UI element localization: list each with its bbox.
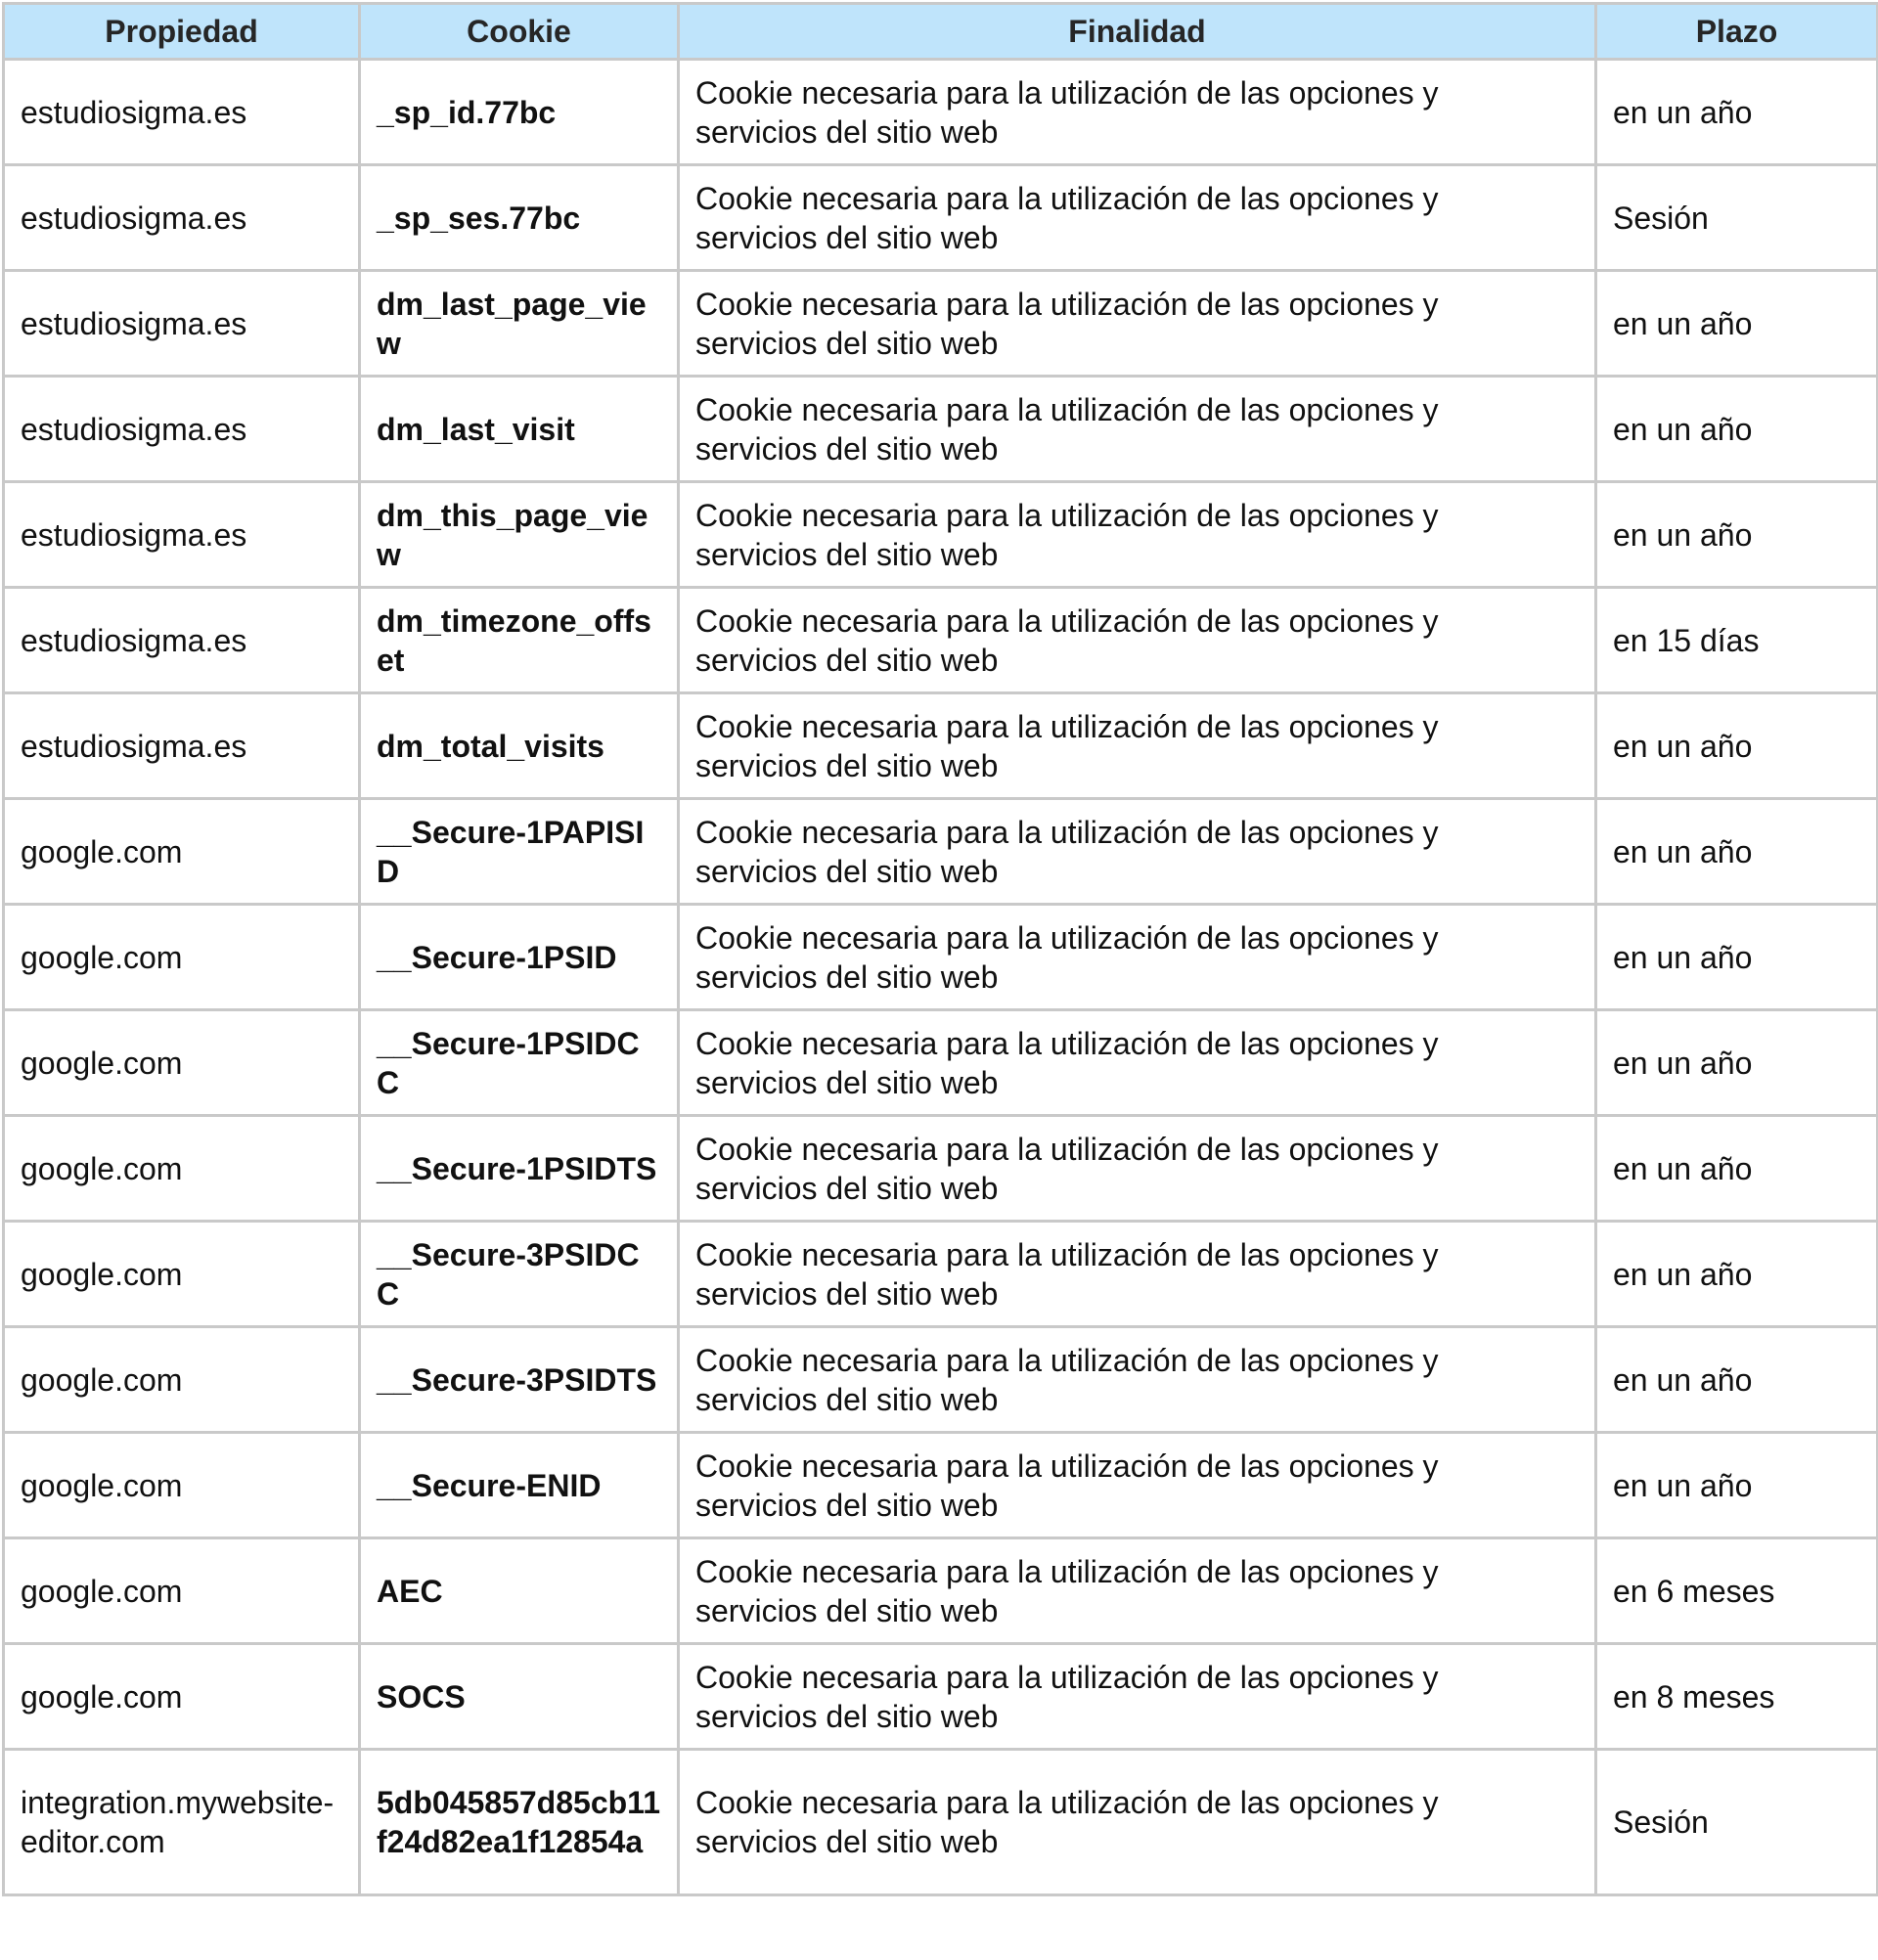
cell-cookie: __Secure-1PSIDCC (360, 1010, 679, 1116)
cell-cookie: __Secure-1PAPISID (360, 799, 679, 905)
cell-propiedad: integration.mywebsite-editor.com (4, 1750, 360, 1895)
table-row (4, 482, 1878, 588)
cell-finalidad: Cookie necesaria para la utilización de las opciones y servicios del sitio web (679, 165, 1596, 271)
table-row (4, 1116, 1878, 1222)
cell-finalidad: Cookie necesaria para la utilización de las opciones y servicios del sitio web (679, 271, 1596, 377)
cell-plazo: en un año (1596, 1433, 1878, 1538)
table-header (4, 4, 1878, 60)
cell-cookie: AEC (360, 1538, 679, 1644)
cell-finalidad: Cookie necesaria para la utilización de las opciones y servicios del sitio web (679, 1433, 1596, 1538)
cell-cookie: dm_last_page_view (360, 271, 679, 377)
cell-propiedad: estudiosigma.es (4, 60, 360, 165)
cell-plazo: en un año (1596, 482, 1878, 588)
header-cookie: Cookie (360, 4, 679, 60)
table-row (4, 271, 1878, 377)
cell-plazo: en un año (1596, 377, 1878, 482)
cell-cookie: __Secure-1PSIDTS (360, 1116, 679, 1222)
cell-cookie: dm_last_visit (360, 377, 679, 482)
header-propiedad: Propiedad (4, 4, 360, 60)
cell-finalidad: Cookie necesaria para la utilización de las opciones y servicios del sitio web (679, 1538, 1596, 1644)
cell-finalidad: Cookie necesaria para la utilización de las opciones y servicios del sitio web (679, 905, 1596, 1010)
cell-finalidad: Cookie necesaria para la utilización de las opciones y servicios del sitio web (679, 482, 1596, 588)
cell-propiedad: estudiosigma.es (4, 377, 360, 482)
cell-finalidad: Cookie necesaria para la utilización de las opciones y servicios del sitio web (679, 377, 1596, 482)
cell-finalidad: Cookie necesaria para la utilización de las opciones y servicios del sitio web (679, 1116, 1596, 1222)
cell-finalidad: Cookie necesaria para la utilización de las opciones y servicios del sitio web (679, 1644, 1596, 1750)
cell-plazo: Sesión (1596, 165, 1878, 271)
table-row (4, 1222, 1878, 1327)
cell-propiedad: estudiosigma.es (4, 693, 360, 799)
cell-finalidad: Cookie necesaria para la utilización de las opciones y servicios del sitio web (679, 693, 1596, 799)
cell-cookie: __Secure-1PSID (360, 905, 679, 1010)
cell-propiedad: google.com (4, 1222, 360, 1327)
table-body (4, 60, 1878, 1895)
cell-cookie: _sp_ses.77bc (360, 165, 679, 271)
cell-propiedad: google.com (4, 1538, 360, 1644)
table-row (4, 377, 1878, 482)
cell-cookie: __Secure-ENID (360, 1433, 679, 1538)
cell-plazo: en un año (1596, 905, 1878, 1010)
cell-propiedad: estudiosigma.es (4, 271, 360, 377)
table-row (4, 905, 1878, 1010)
table-row (4, 1010, 1878, 1116)
cell-plazo: en un año (1596, 1010, 1878, 1116)
cell-cookie: SOCS (360, 1644, 679, 1750)
cell-plazo: en un año (1596, 1222, 1878, 1327)
cookie-table (2, 2, 1878, 1896)
header-plazo: Plazo (1596, 4, 1878, 60)
cell-propiedad: estudiosigma.es (4, 482, 360, 588)
cell-cookie: dm_this_page_view (360, 482, 679, 588)
table-row (4, 1327, 1878, 1433)
cell-finalidad: Cookie necesaria para la utilización de las opciones y servicios del sitio web (679, 1010, 1596, 1116)
header-finalidad: Finalidad (679, 4, 1596, 60)
cell-propiedad: google.com (4, 1433, 360, 1538)
cell-propiedad: estudiosigma.es (4, 165, 360, 271)
cell-propiedad: google.com (4, 905, 360, 1010)
cell-propiedad: google.com (4, 1116, 360, 1222)
cell-propiedad: google.com (4, 1327, 360, 1433)
cell-finalidad: Cookie necesaria para la utilización de las opciones y servicios del sitio web (679, 1222, 1596, 1327)
cell-propiedad: google.com (4, 1010, 360, 1116)
table-row (4, 588, 1878, 693)
header-row (4, 4, 1878, 60)
table-row (4, 60, 1878, 165)
table-row (4, 1538, 1878, 1644)
table-row (4, 799, 1878, 905)
cell-cookie: dm_total_visits (360, 693, 679, 799)
cell-plazo: en un año (1596, 799, 1878, 905)
cell-propiedad: estudiosigma.es (4, 588, 360, 693)
cell-finalidad: Cookie necesaria para la utilización de las opciones y servicios del sitio web (679, 588, 1596, 693)
cell-plazo: en un año (1596, 1116, 1878, 1222)
cell-plazo: en un año (1596, 693, 1878, 799)
cell-plazo: Sesión (1596, 1750, 1878, 1895)
cell-plazo: en 6 meses (1596, 1538, 1878, 1644)
cell-cookie: 5db045857d85cb11f24d82ea1f12854a (360, 1750, 679, 1895)
cell-plazo: en un año (1596, 60, 1878, 165)
cell-plazo: en 15 días (1596, 588, 1878, 693)
cell-plazo: en un año (1596, 271, 1878, 377)
cell-finalidad: Cookie necesaria para la utilización de las opciones y servicios del sitio web (679, 1327, 1596, 1433)
cell-plazo: en 8 meses (1596, 1644, 1878, 1750)
table-row (4, 1433, 1878, 1538)
cell-finalidad: Cookie necesaria para la utilización de las opciones y servicios del sitio web (679, 799, 1596, 905)
cell-plazo: en un año (1596, 1327, 1878, 1433)
cell-cookie: _sp_id.77bc (360, 60, 679, 165)
cell-cookie: dm_timezone_offset (360, 588, 679, 693)
cell-finalidad: Cookie necesaria para la utilización de las opciones y servicios del sitio web (679, 60, 1596, 165)
table-row (4, 1644, 1878, 1750)
table-row (4, 165, 1878, 271)
cell-cookie: __Secure-3PSIDCC (360, 1222, 679, 1327)
cell-cookie: __Secure-3PSIDTS (360, 1327, 679, 1433)
cell-finalidad: Cookie necesaria para la utilización de las opciones y servicios del sitio web (679, 1750, 1596, 1895)
table-row (4, 693, 1878, 799)
table-row (4, 1750, 1878, 1895)
cell-propiedad: google.com (4, 799, 360, 905)
cell-propiedad: google.com (4, 1644, 360, 1750)
